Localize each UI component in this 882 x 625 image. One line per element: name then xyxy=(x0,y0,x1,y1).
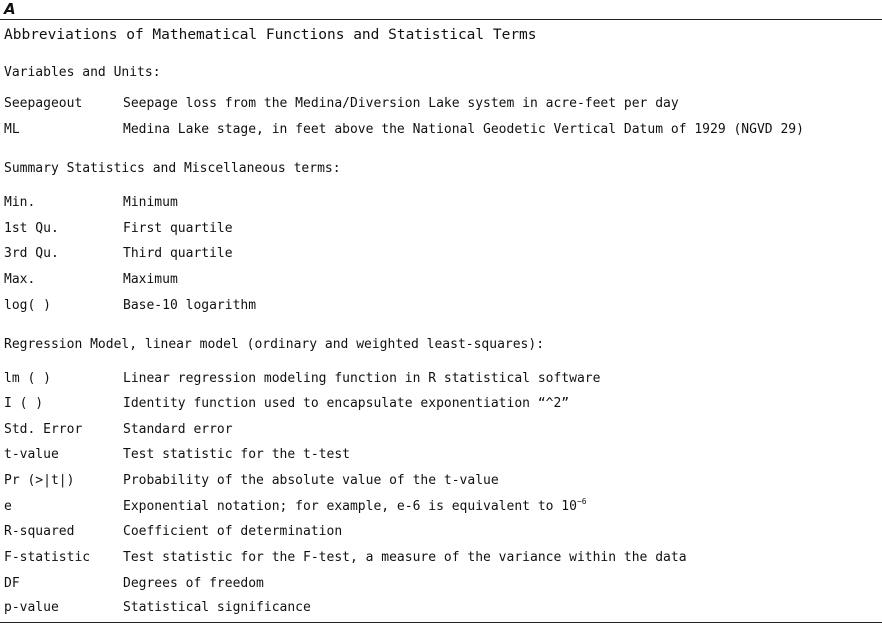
top-rule xyxy=(0,19,882,20)
definition: Base-10 logarithm xyxy=(123,298,257,313)
definition: Linear regression modeling function in R statistical software xyxy=(123,371,601,386)
table-row xyxy=(0,421,882,439)
definition: Maximum xyxy=(123,272,178,287)
table-row xyxy=(0,446,882,464)
term: lm ( ) xyxy=(4,371,51,386)
definition: Third quartile xyxy=(123,246,233,261)
definition xyxy=(123,498,587,516)
section-heading-summary-statistics: Summary Statistics and Miscellaneous terms: xyxy=(4,161,341,176)
term: 1st Qu. xyxy=(4,221,59,236)
table-row xyxy=(0,297,882,315)
table-row xyxy=(0,549,882,567)
table-row xyxy=(0,370,882,388)
bottom-rule xyxy=(0,622,882,623)
section-heading-regression-model: Regression Model, linear model (ordinary and weighted least-squares): xyxy=(4,337,545,352)
table-row xyxy=(0,575,882,593)
table-row xyxy=(0,523,882,541)
definition: Statistical significance xyxy=(123,600,311,615)
term: DF xyxy=(4,576,20,591)
table-row xyxy=(0,220,882,238)
term: t-value xyxy=(4,447,59,462)
table-row xyxy=(0,95,882,113)
table-row xyxy=(0,599,882,617)
panel-label: A xyxy=(4,0,16,18)
table-title: Abbreviations of Mathematical Functions and Statistical Terms xyxy=(4,27,537,43)
table-row xyxy=(0,472,882,490)
definition: Test statistic for the t-test xyxy=(123,447,350,462)
term: R-squared xyxy=(4,524,75,539)
term: p-value xyxy=(4,600,59,615)
definition-text: Exponential notation; for example, e-6 is equivalent to 10 xyxy=(123,499,577,514)
term: log( ) xyxy=(4,298,51,313)
section-heading-variables: Variables and Units: xyxy=(4,65,161,80)
term: Seepageout xyxy=(4,96,83,111)
table-row xyxy=(0,271,882,289)
table-row xyxy=(0,498,882,516)
term: Min. xyxy=(4,195,36,210)
term: Pr (>|t|) xyxy=(4,473,75,488)
definition: Probability of the absolute value of the t-value xyxy=(123,473,499,488)
definition: Standard error xyxy=(123,422,233,437)
definition: Identity function used to encapsulate exponentiation “^2” xyxy=(123,396,570,411)
term: Std. Error xyxy=(4,422,83,437)
term: ML xyxy=(4,122,20,137)
definition: First quartile xyxy=(123,221,233,236)
definition: Minimum xyxy=(123,195,178,210)
definition: Medina Lake stage, in feet above the National Geodetic Vertical Datum of 1929 (NGVD 29) xyxy=(123,122,804,137)
definition: Seepage loss from the Medina/Diversion Lake system in acre-feet per day xyxy=(123,96,679,111)
definition: Coefficient of determination xyxy=(123,524,343,539)
table-row xyxy=(0,395,882,413)
definition: Test statistic for the F-test, a measure of the variance within the data xyxy=(123,550,687,565)
table-row xyxy=(0,245,882,263)
term: Max. xyxy=(4,272,36,287)
definition: Degrees of freedom xyxy=(123,576,264,591)
table-row xyxy=(0,121,882,139)
term: 3rd Qu. xyxy=(4,246,59,261)
term: F-statistic xyxy=(4,550,91,565)
term: I ( ) xyxy=(4,396,44,411)
table-row xyxy=(0,194,882,212)
term: e xyxy=(4,499,12,514)
superscript-exponent: −6 xyxy=(576,497,587,506)
